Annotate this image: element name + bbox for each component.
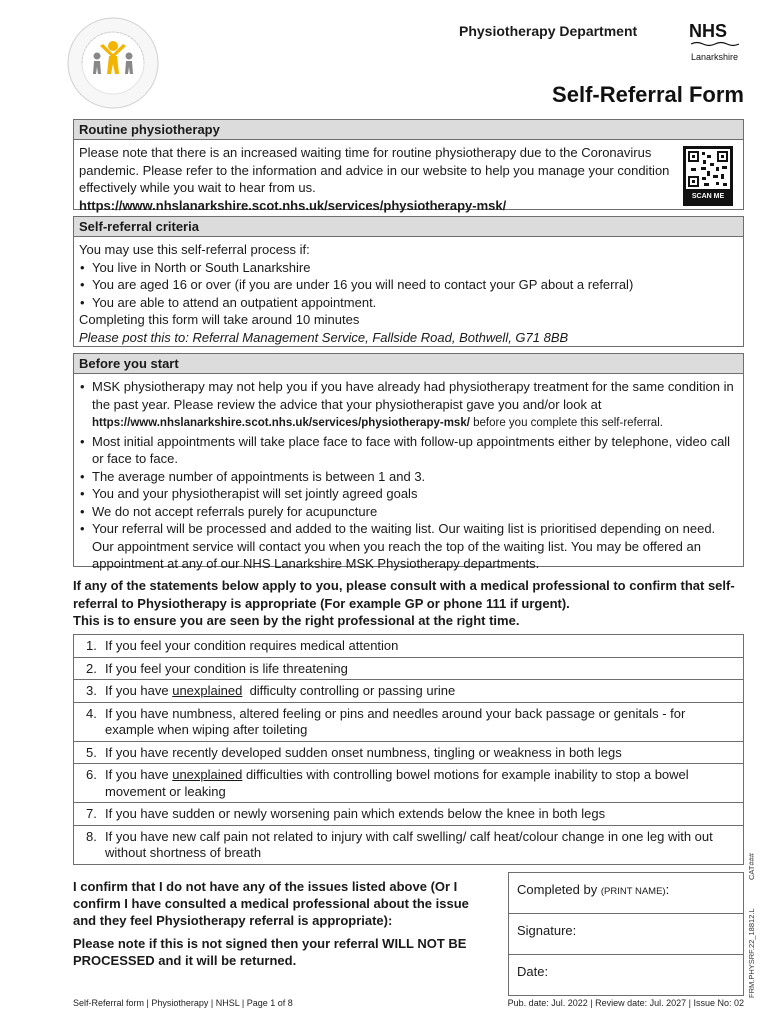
nhs-lanarkshire-logo <box>689 22 749 62</box>
before-item: • The average number of appointments is between 1 and 3. <box>79 468 738 486</box>
nhs-wave-icon <box>689 41 749 47</box>
confirm-note: Please note if this is not signed then your referral WILL NOT BE PROCESSED and it will be returned. <box>73 935 467 968</box>
condition-number: 1. <box>86 638 97 653</box>
section-heading: Before you start <box>74 354 743 374</box>
criteria-duration: Completing this form will take around 10 minutes <box>79 312 360 327</box>
signature-field[interactable] <box>509 914 743 955</box>
before-url[interactable]: https://www.nhslanarkshire.scot.nhs.uk/services/physiotherapy-msk/ <box>92 417 470 429</box>
condition-number: 5. <box>86 744 97 760</box>
department-title: Physiotherapy Department <box>459 23 638 39</box>
completed-by-field[interactable] <box>509 873 743 914</box>
criteria-item: • You live in North or South Lanarkshire <box>79 259 738 277</box>
condition-text: If you have new calf pain not related to injury with calf swelling/ calf heat/colour change in one leg with out without shortness of breath <box>105 828 713 860</box>
condition-number: 3. <box>86 683 97 698</box>
section-heading: Routine physiotherapy <box>74 120 743 140</box>
warning-line-1: If any of the statements below apply to you, please consult with a medical professional to confirm that self-referral to Physiotherapy is appropriate (For example GP or phone 111 if urgent). <box>73 578 735 611</box>
before-item <box>79 378 738 433</box>
condition-number: 7. <box>86 806 97 821</box>
signature-label: Signature: <box>517 923 577 938</box>
condition-text: If you have numbness, altered feeling or pins and needles around your back passage or genitals - for example when wiping after toileting <box>105 705 686 737</box>
warning-text <box>73 577 744 630</box>
conditions-list <box>73 634 744 865</box>
condition-row <box>74 658 743 681</box>
before-section <box>73 353 744 571</box>
print-name-hint: (PRINT NAME) <box>600 886 666 897</box>
condition-number: 4. <box>86 705 97 721</box>
side-form-code: FRM.PHYSRF.22_18812.L <box>747 908 756 998</box>
criteria-item: • You are aged 16 or over (if you are under 16 you will need to contact your GP about a referral) <box>79 276 738 294</box>
condition-number: 6. <box>86 767 97 782</box>
signature-box <box>508 872 744 996</box>
warning-line-2: This is to ensure you are seen by the right professional at the right time. <box>73 613 520 628</box>
physiotherapy-logo <box>66 16 160 110</box>
nhs-wordmark: NHS <box>689 21 728 41</box>
routine-section <box>73 119 744 213</box>
completed-by-colon: : <box>665 882 670 897</box>
condition-text: If you have <box>105 767 173 782</box>
condition-row <box>74 803 743 826</box>
routine-url[interactable]: https://www.nhslanarkshire.scot.nhs.uk/services/physiotherapy-msk/ <box>79 197 507 213</box>
confirm-statement <box>73 878 493 969</box>
criteria-intro: You may use this self-referral process if: <box>79 242 310 257</box>
qr-label: SCAN ME <box>691 193 725 200</box>
condition-text: If you have sudden or newly worsening pain which extends below the knee in both legs <box>105 806 606 821</box>
condition-text: If you have recently developed sudden onset numbness, tingling or weakness in both legs <box>105 744 622 760</box>
condition-number: 8. <box>86 828 97 844</box>
condition-row <box>74 742 743 765</box>
condition-row <box>74 826 743 864</box>
condition-text-end: difficulty controlling or passing urine <box>242 683 456 698</box>
condition-text: If you have <box>105 683 173 698</box>
nhs-region: Lanarkshire <box>691 52 739 62</box>
condition-text-end: difficulties with controlling bowel motions for example inability to stop a bowel movement or leaking <box>105 767 689 799</box>
before-item: • You and your physiotherapist will set jointly agreed goals <box>79 485 738 503</box>
completed-by-label: Completed by <box>517 882 601 897</box>
date-label: Date: <box>517 964 549 979</box>
qr-code[interactable] <box>683 146 733 206</box>
before-item: • We do not accept referrals purely for acupuncture <box>79 503 738 521</box>
footer-left: Self-Referral form | Physiotherapy | NHSL | Page 1 of 8 <box>73 998 293 1008</box>
criteria-post-address: Please post this to: Referral Management Service, Fallside Road, Bothwell, G71 8BB <box>79 329 569 345</box>
condition-text: If you feel your condition requires medical attention <box>105 638 399 653</box>
before-item: • Your referral will be processed and added to the waiting list. Our waiting list is prioritised depending on need. Our appointment service will contact you when you reach the top of the waiting list. You may be offered an appointment at any of our NHS Lanarkshire MSK Physiotherapy departments. <box>79 520 738 573</box>
footer-right: Pub. date: Jul. 2022 | Review date: Jul. 2027 | Issue No: 02 <box>507 998 744 1008</box>
condition-row <box>74 764 743 803</box>
condition-row <box>74 635 743 658</box>
form-title: Self-Referral Form <box>552 82 744 107</box>
side-cat-code: CAT### <box>747 853 756 880</box>
before-item-text: MSK physiotherapy may not help you if you have already had physiotherapy treatment for the same condition in the past year. Please review the advice that your physiotherapist gave you and/or look at <box>92 379 734 412</box>
before-item: • Most initial appointments will take place face to face with follow-up appointments either by telephone, video call or face to face. <box>79 433 738 468</box>
criteria-section <box>73 216 744 347</box>
routine-text: Please note that there is an increased waiting time for routine physiotherapy due to the Coronavirus pandemic. Please refer to the information and advice in our website to help you manage your condition effectively while you wait to hear from us. <box>79 145 670 195</box>
condition-row <box>74 680 743 703</box>
condition-row <box>74 703 743 742</box>
condition-text: If you feel your condition is life threatening <box>105 660 348 676</box>
confirm-text: I confirm that I do not have any of the issues listed above (Or I confirm I have consulted a medical professional about the issue and they feel Physiotherapy referral is appropriate): <box>73 879 469 929</box>
condition-underlined: unexplained <box>172 767 243 782</box>
date-field[interactable] <box>509 955 743 996</box>
physiotherapy-figures-icon <box>66 16 160 110</box>
section-heading: Self-referral criteria <box>74 217 743 237</box>
before-item-tail: before you complete this self-referral. <box>469 417 663 429</box>
condition-number: 2. <box>86 660 97 676</box>
criteria-item: • You are able to attend an outpatient appointment. <box>79 294 738 312</box>
condition-underlined: unexplained <box>172 683 243 698</box>
